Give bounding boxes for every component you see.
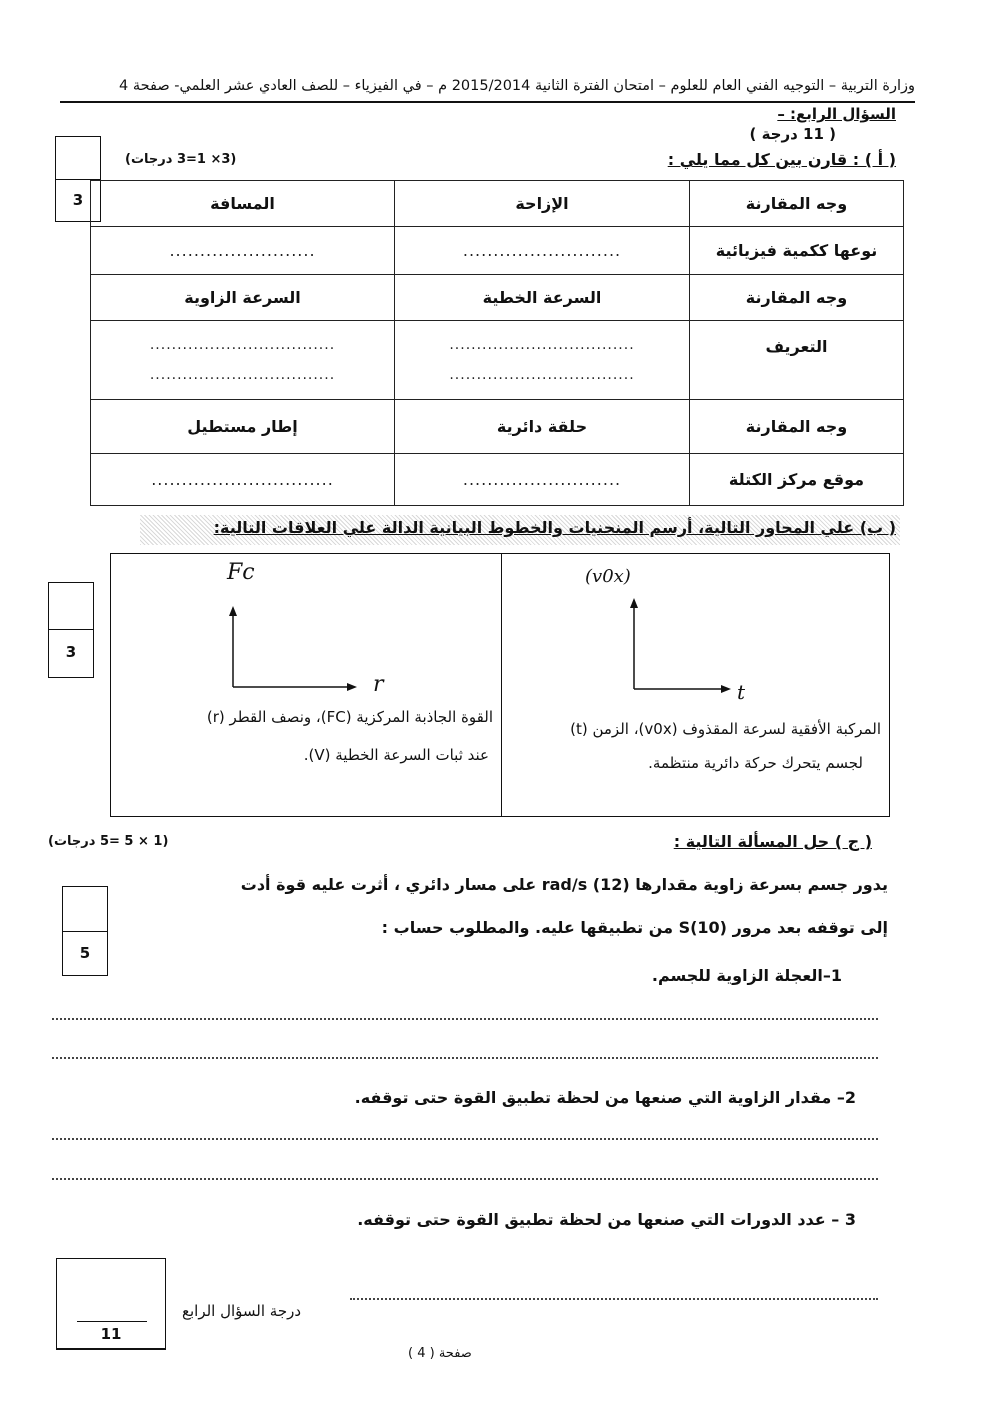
answer-cell[interactable]: [395, 321, 690, 400]
r-axis-label: r: [373, 672, 384, 697]
table-row: [91, 181, 904, 227]
answer-line[interactable]: [52, 1138, 878, 1140]
part-a-label: ( أ ) : قارن بين كل مما يلي :: [667, 150, 896, 169]
answer-blank[interactable]: ..............................: [91, 454, 395, 506]
part-c-label: ( ج ) حل المسألة التالية :: [673, 832, 872, 851]
table-cell: إطار مستطيل: [91, 400, 395, 454]
table-header-cell: وجه المقارنة: [690, 181, 904, 227]
graph-right-caption-2: لجسم يتحرك حركة دائرية منتظمة.: [648, 754, 863, 772]
table-row: [91, 321, 904, 400]
table-cell: وجه المقارنة: [690, 400, 904, 454]
graphs-panel: [110, 553, 890, 817]
table-cell: نوعها ككمية فيزيائية: [690, 227, 904, 275]
part-b-score-box: [48, 582, 94, 678]
grade-box: [56, 1258, 166, 1350]
problem-line-2: إلى توقفه بعد مرور S(10) من تطبيقها عليه. والمطلوب حساب :: [381, 918, 888, 937]
question-4-total: ( 11 درجة ): [749, 125, 836, 143]
table-cell: السرعة الزاوية: [91, 275, 395, 321]
answer-blank[interactable]: ........................: [91, 227, 395, 275]
answer-blank[interactable]: ..........................: [395, 227, 690, 275]
answer-line[interactable]: [52, 1057, 878, 1059]
part-c-score-box: [62, 886, 108, 976]
answer-cell[interactable]: [91, 321, 395, 400]
grade-line: [77, 1321, 147, 1322]
table-cell: السرعة الخطية: [395, 275, 690, 321]
answer-blank[interactable]: ..................................: [149, 367, 336, 383]
part-b-score: 3: [65, 643, 77, 661]
part-b-label: ( ب) علي المحاور التالية، أرسم المنحنيات والخطوط البيانية الدالة علي العلاقات التالية:: [213, 518, 896, 537]
v0x-axis-label: (v0x): [585, 566, 631, 587]
part-c-points: (1 × 5 =5 درجات): [48, 834, 169, 849]
answer-blank[interactable]: ..................................: [149, 337, 336, 353]
question-4-label: السؤال الرابع: –: [777, 105, 896, 123]
header-divider: [60, 101, 915, 103]
table-row: [91, 454, 904, 506]
graph-left-caption-2: عند ثبات السرعة الخطية (V).: [303, 746, 489, 764]
table-cell: موقع مركز الكتلة: [690, 454, 904, 506]
answer-line[interactable]: [52, 1178, 878, 1180]
fc-axis-label: Fc: [227, 560, 255, 585]
grade-total: 11: [100, 1325, 122, 1343]
question-4-title: [750, 105, 897, 143]
axes-svg: [111, 554, 889, 816]
table-row: [91, 227, 904, 275]
table-row: [91, 400, 904, 454]
problem-line-1: يدور جسم بسرعة زاوية مقدارها rad/s (12) على مسار دائري ، أثرت عليه قوة أدت: [240, 875, 888, 894]
answer-blank[interactable]: ..........................: [395, 454, 690, 506]
grade-box-underline: [56, 1348, 166, 1349]
sub-question-3: 3 – عدد الدورات التي صنعها من لحظة تطبيق القوة حتى توقفه.: [357, 1210, 856, 1229]
page-header: وزارة التربية – التوجيه الفني العام للعلوم – امتحان الفترة الثانية 2015/2014 م – في الفيزياء – للصف العادي عشر العلمي- صفحة 4: [119, 78, 915, 94]
table-cell: حلقة دائرية: [395, 400, 690, 454]
answer-line[interactable]: [52, 1018, 878, 1020]
grade-label: درجة السؤال الرابع: [182, 1302, 302, 1320]
part-a-score: 3: [72, 191, 84, 209]
answer-line[interactable]: [350, 1298, 878, 1300]
answer-blank[interactable]: ..................................: [449, 337, 635, 353]
table-row: [91, 275, 904, 321]
part-c-score: 5: [79, 944, 91, 962]
sub-question-2: 2– مقدار الزاوية التي صنعها من لحظة تطبيق القوة حتى توقفه.: [354, 1088, 856, 1107]
v0x-y-arrow: [630, 598, 638, 608]
table-header-cell: المسافة: [91, 181, 395, 227]
answer-blank[interactable]: ..................................: [449, 367, 635, 383]
graph-right-caption-1: المركبة الأفقية لسرعة المقذوف (v0x)، الزمن (t): [570, 720, 881, 738]
table-cell: وجه المقارنة: [690, 275, 904, 321]
sub-question-1: 1–العجلة الزاوية للجسم.: [651, 966, 842, 985]
table-cell: التعريف: [690, 321, 904, 400]
fc-y-arrow: [229, 606, 237, 616]
t-axis-label: t: [737, 680, 746, 704]
graph-left-caption-1: القوة الجاذبة المركزية (FC)، ونصف القطر (r): [206, 708, 493, 726]
r-x-arrow: [347, 683, 357, 691]
comparison-table: [90, 180, 904, 506]
t-x-arrow: [721, 685, 731, 693]
page-number: صفحة ( 4 ): [408, 1346, 472, 1361]
part-a-points: (3× 1=3 درجات): [125, 152, 237, 167]
table-header-cell: الإزاحة: [395, 181, 690, 227]
